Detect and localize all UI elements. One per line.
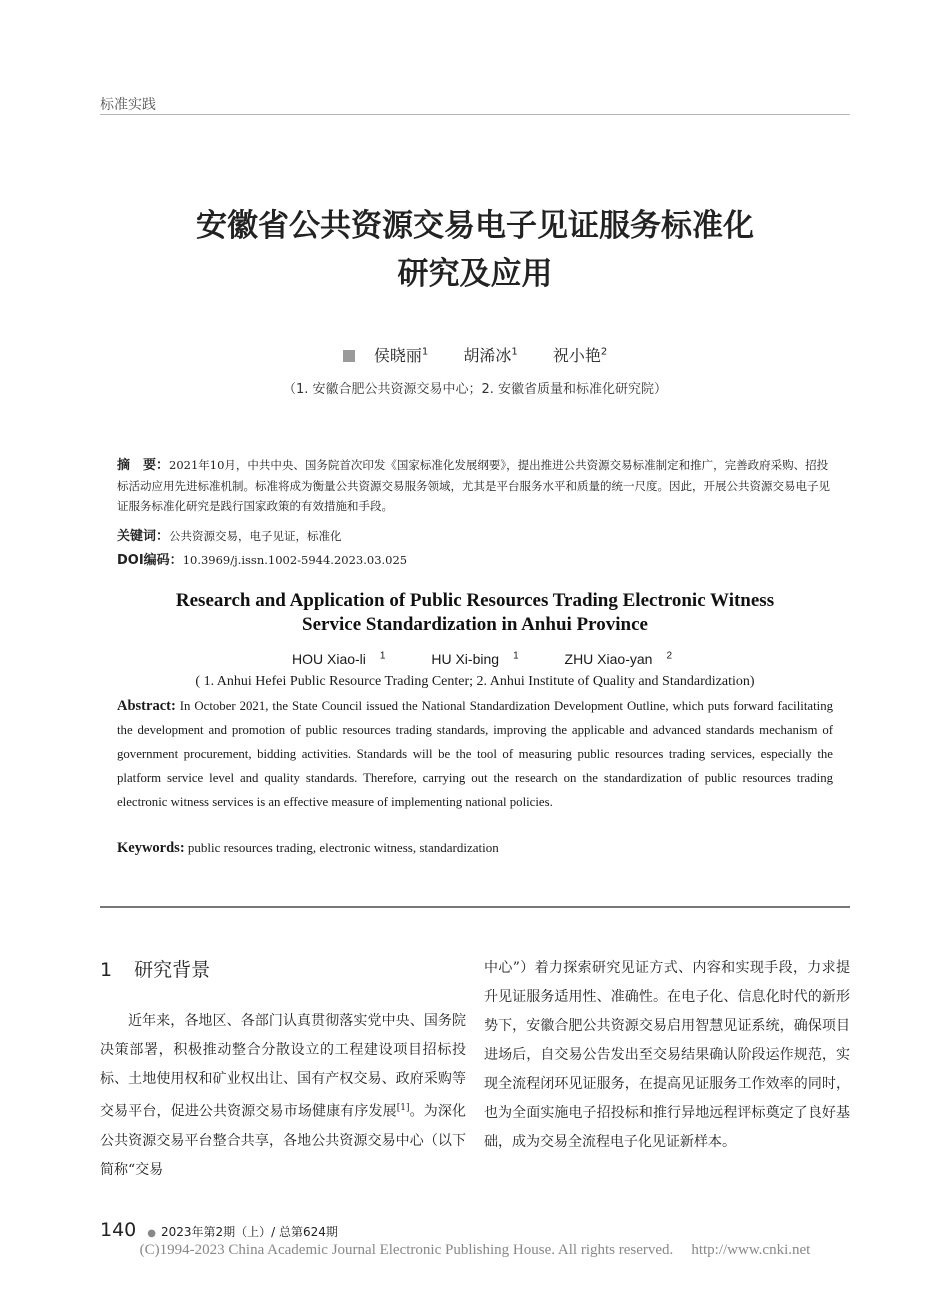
article-title-line-2: 研究及应用 [397, 256, 553, 292]
copyright-line [0, 1242, 950, 1259]
copyright-text: (C)1994-2023 China Academic Journal Electronic Publishing House. All rights reserved. [139, 1242, 674, 1258]
english-title-line-2: Service Standardization in Anhui Province [302, 614, 648, 635]
abstract-text: 2021年10月，中共中央、国务院首次印发《国家标准化发展纲要》，提出推进公共资源交易标准制定和推广，完善政府采购、招投标活动应用先进标准机制。标准将成为衡量公共资源交易服务领域，尤其是平台服务水平和质量的统一尺度。因此，开展公共资源交易电子见证服务标准化研究是践行国家政策的有效措施和手段。 [117, 458, 830, 513]
english-abstract-text: In October 2021, the State Council issued the National Standardization Development Outline, which puts forward facilitating the development and promotion of public resources trading standards, improving the applicable and advanced standards mechanism of government procurement, bidding activities. Standards will be the tool of measuring public resources trading services, especially the platform service level and quality standards. Therefore, carrying out the research on the standardization of public resources trading electronic witness services is an effective measure of implementing national policies. [117, 699, 833, 809]
english-keywords-text: public resources trading, electronic witness, standardization [187, 840, 499, 855]
keywords-label: 关键词： [117, 529, 170, 544]
english-title-line-1: Research and Application of Public Resources Trading Electronic Witness [175, 590, 775, 611]
author: 胡浠冰$^1$ [463, 346, 518, 365]
section-label: 标准实践 [100, 97, 156, 113]
section-heading [100, 955, 210, 982]
body-paragraph-left: 近年来，各地区、各部门认真贯彻落实党中央、国务院决策部署，积极推动整合分散设立的工程建设项目招标投标、土地使用权和矿业权出让、国有产权交易、政府采购等交易平台，促进公共资源交易市场健康有序发展[1]。为深化公共资源交易平台整合共享，各地公共资源交易中心（以下简称“交易 [100, 1013, 467, 1178]
header-divider [100, 114, 850, 115]
english-author: HU Xi-bing $^1$ [431, 650, 519, 667]
english-keywords-label: Keywords: [117, 840, 185, 856]
abstract-label: 摘 要： [117, 458, 170, 473]
square-bullet-icon [343, 350, 355, 362]
doi-line [117, 550, 837, 571]
doi-value[interactable]: 10.3969/j.issn.1002-5944.2023.03.025 [182, 553, 408, 567]
page-footer [100, 1219, 338, 1241]
author: 侯晓丽$^1$ [373, 346, 429, 365]
section-title: 研究背景 [134, 959, 211, 981]
cnki-link[interactable]: http://www.cnki.net [691, 1242, 811, 1258]
english-author: ZHU Xiao-yan $^2$ [564, 650, 672, 667]
author-list [0, 343, 950, 366]
page-number: 140 [100, 1219, 137, 1241]
chinese-abstract [117, 455, 837, 516]
article-title-line-1: 安徽省公共资源交易电子见证服务标准化 [196, 208, 754, 244]
doi-label: DOI编码： [117, 553, 183, 568]
english-abstract [117, 694, 833, 814]
english-abstract-label: Abstract: [117, 698, 176, 714]
english-author: HOU Xiao-li $^1$ [292, 650, 386, 667]
affiliation: （1. 安徽合肥公共资源交易中心；2. 安徽省质量和标准化研究院） [282, 382, 668, 397]
author: 祝小艳$^2$ [552, 346, 608, 365]
section-number: 1 [100, 959, 113, 981]
english-keywords [117, 840, 499, 857]
citation-ref[interactable]: [1] [396, 1103, 410, 1113]
chinese-keywords [117, 526, 837, 547]
bullet-icon: ● [147, 1228, 156, 1239]
english-affiliation: ( 1. Anhui Hefei Public Resource Trading Center; 2. Anhui Institute of Quality and Standardization) [195, 674, 755, 689]
keywords-text: 公共资源交易，电子见证，标准化 [169, 529, 342, 543]
abstract-divider [100, 906, 850, 908]
issue-info: 2023年第2期（上）/ 总第624期 [161, 1225, 338, 1239]
body-paragraph-right: 中心”）着力探索研究见证方式、内容和实现手段，力求提升见证服务适用性、准确性。在电子化、信息化时代的新形势下，安徽合肥公共资源交易启用智慧见证系统，确保项目进场后，自交易公告发出至交易结果确认阶段运作规范，实现全流程闭环见证服务，在提高见证服务工作效率的同时，也为全面实施电子招投标和推行异地远程评标奠定了良好基础，成为交易全流程电子化见证新样本。 [484, 960, 850, 1150]
english-author-list [0, 650, 950, 667]
